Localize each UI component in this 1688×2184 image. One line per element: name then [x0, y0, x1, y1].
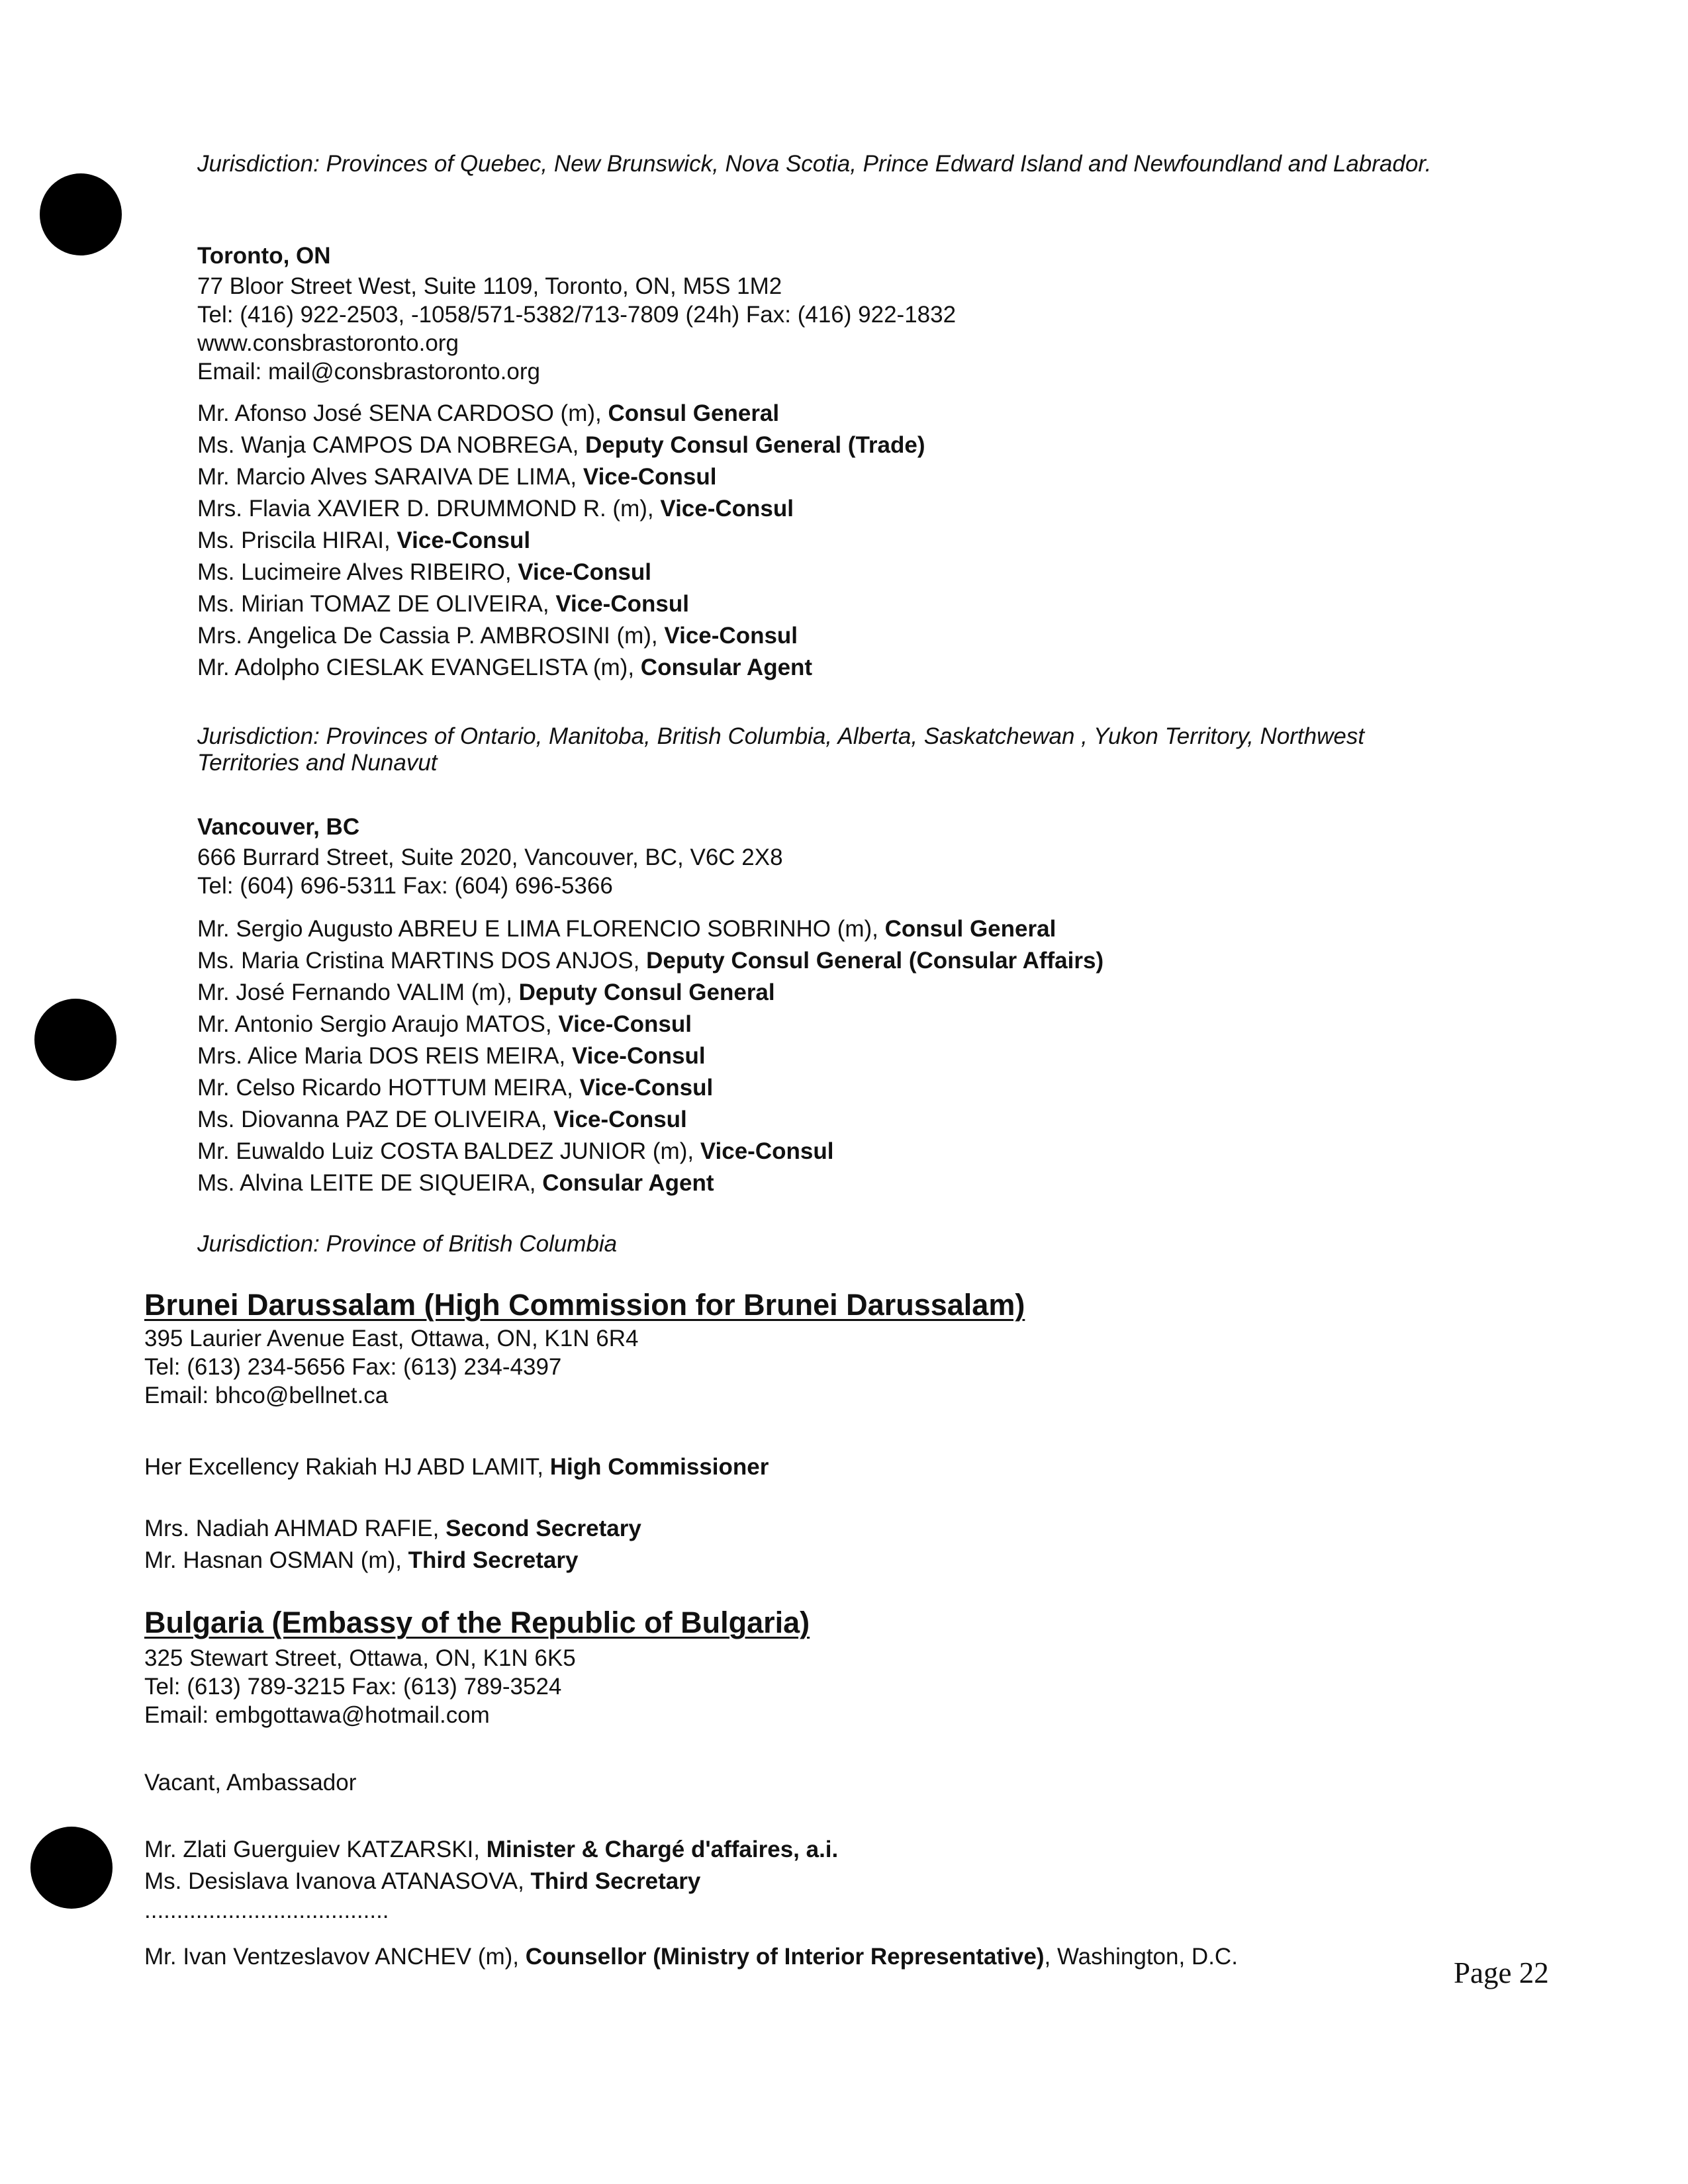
bulgaria-head-of-mission: Vacant, Ambassador: [144, 1770, 357, 1796]
brunei-address: 395 Laurier Avenue East, Ottawa, ON, K1N 6R4: [144, 1326, 639, 1351]
bulgaria-staff-list: [144, 1834, 838, 1897]
staff-row: Mr. Euwaldo Luiz COSTA BALDEZ JUNIOR (m), Vice-Consul: [197, 1138, 834, 1164]
dotted-separator: ......................................: [144, 1897, 389, 1923]
brunei-staff-list: [144, 1513, 641, 1576]
staff-row: Ms. Wanja CAMPOS DA NOBREGA, Deputy Consul General (Trade): [197, 432, 925, 458]
staff-row: Ms. Alvina LEITE DE SIQUEIRA, Consular Agent: [197, 1170, 714, 1196]
toronto-staff-list: [197, 398, 925, 684]
vancouver-consulate: [197, 811, 783, 900]
staff-row: Mr. Afonso José SENA CARDOSO (m), Consul General: [197, 400, 780, 426]
toronto-consulate: [197, 240, 956, 386]
toronto-email: Email: mail@consbrastoronto.org: [197, 359, 540, 385]
binder-hole-bottom: [30, 1827, 113, 1909]
brunei-heading: Brunei Darussalam (High Commission for Brunei Darussalam): [144, 1288, 1025, 1322]
vancouver-address: 666 Burrard Street, Suite 2020, Vancouver, BC, V6C 2X8: [197, 844, 783, 870]
staff-row: Mrs. Nadiah AHMAD RAFIE, Second Secretary: [144, 1516, 641, 1541]
toronto-jurisdiction: Jurisdiction: Provinces of Ontario, Manitoba, British Columbia, Alberta, Saskatchewan , Yukon Territory, Northwest Territories and Nunavut: [197, 723, 1365, 776]
toronto-web: www.consbrastoronto.org: [197, 330, 459, 356]
staff-row: Ms. Diovanna PAZ DE OLIVEIRA, Vice-Consul: [197, 1107, 687, 1132]
toronto-tel: Tel: (416) 922-2503, -1058/571-5382/713-7809 (24h) Fax: (416) 922-1832: [197, 302, 957, 328]
quebec-jurisdiction: Jurisdiction: Provinces of Quebec, New Brunswick, Nova Scotia, Prince Edward Island and Newfoundland and Labrador.: [197, 151, 1432, 177]
toronto-address: 77 Bloor Street West, Suite 1109, Toronto, ON, M5S 1M2: [197, 273, 782, 299]
vancouver-staff-list: [197, 913, 1103, 1199]
bulgaria-heading: Bulgaria (Embassy of the Republic of Bulgaria): [144, 1606, 810, 1639]
toronto-title: Toronto, ON: [197, 243, 331, 269]
vancouver-jurisdiction: Jurisdiction: Province of British Columbia: [197, 1231, 618, 1257]
staff-row: Mr. Sergio Augusto ABREU E LIMA FLORENCIO SOBRINHO (m), Consul General: [197, 916, 1056, 942]
staff-row: Ms. Mirian TOMAZ DE OLIVEIRA, Vice-Consul: [197, 591, 689, 617]
staff-row: Mr. Zlati Guerguiev KATZARSKI, Minister & Chargé d'affaires, a.i.: [144, 1837, 839, 1862]
staff-row: Mr. Adolpho CIESLAK EVANGELISTA (m), Consular Agent: [197, 655, 813, 680]
bulgaria-nonresident-staff: Mr. Ivan Ventzeslavov ANCHEV (m), Counsellor (Ministry of Interior Representative), Washington, D.C.: [144, 1944, 1238, 1970]
staff-row: Ms. Priscila HIRAI, Vice-Consul: [197, 527, 531, 553]
brunei-tel: Tel: (613) 234-5656 Fax: (613) 234-4397: [144, 1354, 562, 1380]
brunei-head-of-mission: Her Excellency Rakiah HJ ABD LAMIT, High Commissioner: [144, 1454, 769, 1480]
page-number: Page 22: [1454, 1956, 1549, 1989]
staff-row: Ms. Desislava Ivanova ATANASOVA, Third Secretary: [144, 1868, 701, 1894]
staff-row: Mrs. Angelica De Cassia P. AMBROSINI (m), Vice-Consul: [197, 623, 798, 649]
staff-row: Mr. Antonio Sergio Araujo MATOS, Vice-Consul: [197, 1011, 692, 1037]
staff-row: Mrs. Flavia XAVIER D. DRUMMOND R. (m), Vice-Consul: [197, 496, 794, 522]
bulgaria-address: 325 Stewart Street, Ottawa, ON, K1N 6K5: [144, 1645, 576, 1671]
staff-row: Mr. Celso Ricardo HOTTUM MEIRA, Vice-Consul: [197, 1075, 714, 1101]
bulgaria-tel: Tel: (613) 789-3215 Fax: (613) 789-3524: [144, 1674, 562, 1700]
binder-hole-top: [40, 173, 122, 255]
staff-row: Mr. Hasnan OSMAN (m), Third Secretary: [144, 1547, 579, 1573]
bulgaria-contact: [144, 1644, 576, 1729]
staff-row: Ms. Lucimeire Alves RIBEIRO, Vice-Consul: [197, 559, 651, 585]
brunei-email: Email: bhco@bellnet.ca: [144, 1383, 389, 1408]
vancouver-title: Vancouver, BC: [197, 814, 360, 840]
staff-row: Ms. Maria Cristina MARTINS DOS ANJOS, Deputy Consul General (Consular Affairs): [197, 948, 1104, 974]
binder-hole-middle: [34, 999, 117, 1081]
staff-row: Mrs. Alice Maria DOS REIS MEIRA, Vice-Consul: [197, 1043, 706, 1069]
staff-row: Mr. Marcio Alves SARAIVA DE LIMA, Vice-Consul: [197, 464, 717, 490]
vancouver-tel: Tel: (604) 696-5311 Fax: (604) 696-5366: [197, 873, 613, 899]
brunei-contact: [144, 1324, 638, 1410]
bulgaria-email: Email: embgottawa@hotmail.com: [144, 1702, 490, 1728]
staff-row: Mr. José Fernando VALIM (m), Deputy Consul General: [197, 979, 775, 1005]
